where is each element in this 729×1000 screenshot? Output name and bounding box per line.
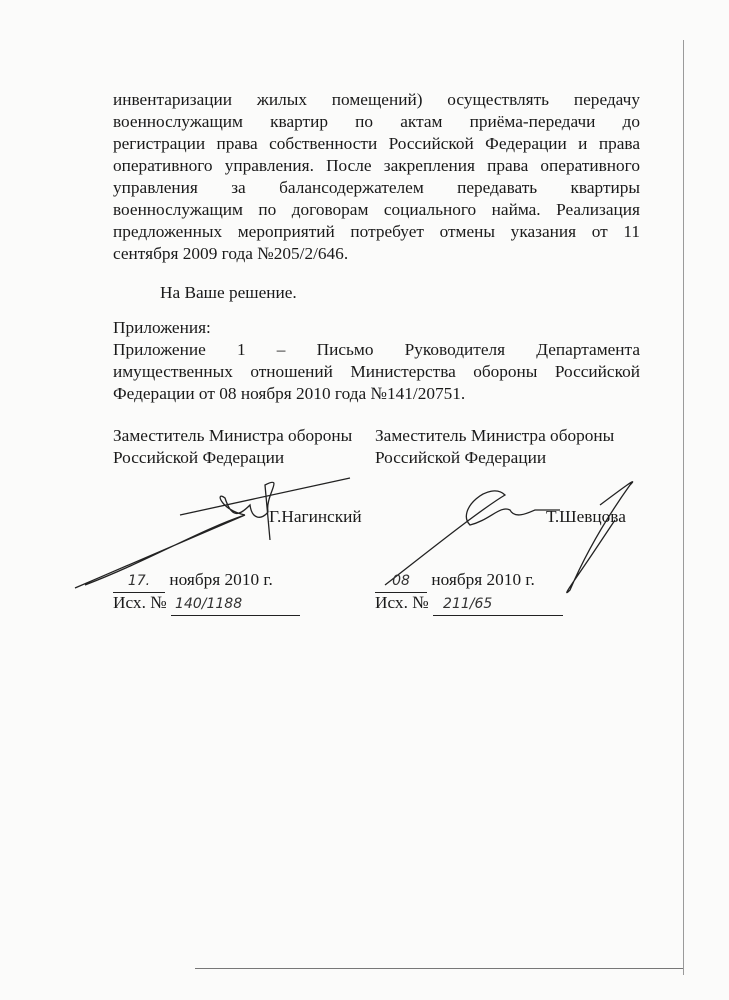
attachment-line: Приложение 1 – Письмо Руководителя Департамента	[113, 340, 640, 359]
date-day: 17.	[113, 570, 165, 593]
signatory-title: Российской Федерации	[113, 448, 285, 467]
body-line: оперативного управления. После закрепления права оперативного	[113, 156, 640, 175]
attachment-line: имущественных отношений Министерства обороны Российской	[113, 362, 640, 381]
attachments-heading: Приложения:	[113, 318, 211, 337]
date-rest: ноября 2010 г.	[169, 570, 273, 589]
attachment-line: Федерации от 08 ноября 2010 года №141/20751.	[113, 384, 466, 403]
ref-number: 140/1188	[171, 593, 300, 616]
date-day: 08	[375, 570, 427, 593]
body-line: управления за балансодержателем передавать квартиры	[113, 178, 640, 197]
date-rest: ноября 2010 г.	[431, 570, 535, 589]
body-line: регистрации права собственности Российской Федерации и права	[113, 134, 640, 153]
signatory-title: Российской Федерации	[375, 448, 547, 467]
closing-phrase: На Ваше решение.	[160, 283, 297, 302]
body-line: инвентаризации жилых помещений) осуществлять передачу	[113, 90, 640, 109]
body-line: военнослужащим по договорам социального найма. Реализация	[113, 200, 640, 219]
body-line: сентября 2009 года №205/2/646.	[113, 244, 349, 263]
ref-label: Исх. №	[113, 593, 167, 612]
signatory-title: Заместитель Министра обороны	[113, 426, 353, 445]
ref-label: Исх. №	[375, 593, 429, 612]
signatory-title: Заместитель Министра обороны	[375, 426, 615, 445]
body-line: предложенных мероприятий потребует отмены указания от 11	[113, 222, 640, 241]
signatory-name: Т.Шевцова	[546, 507, 626, 526]
ref-number: 211/65	[433, 593, 563, 616]
body-line: военнослужащим квартир по актам приёма-передачи до	[113, 112, 640, 131]
signatory-name: Г.Нагинский	[269, 507, 362, 526]
